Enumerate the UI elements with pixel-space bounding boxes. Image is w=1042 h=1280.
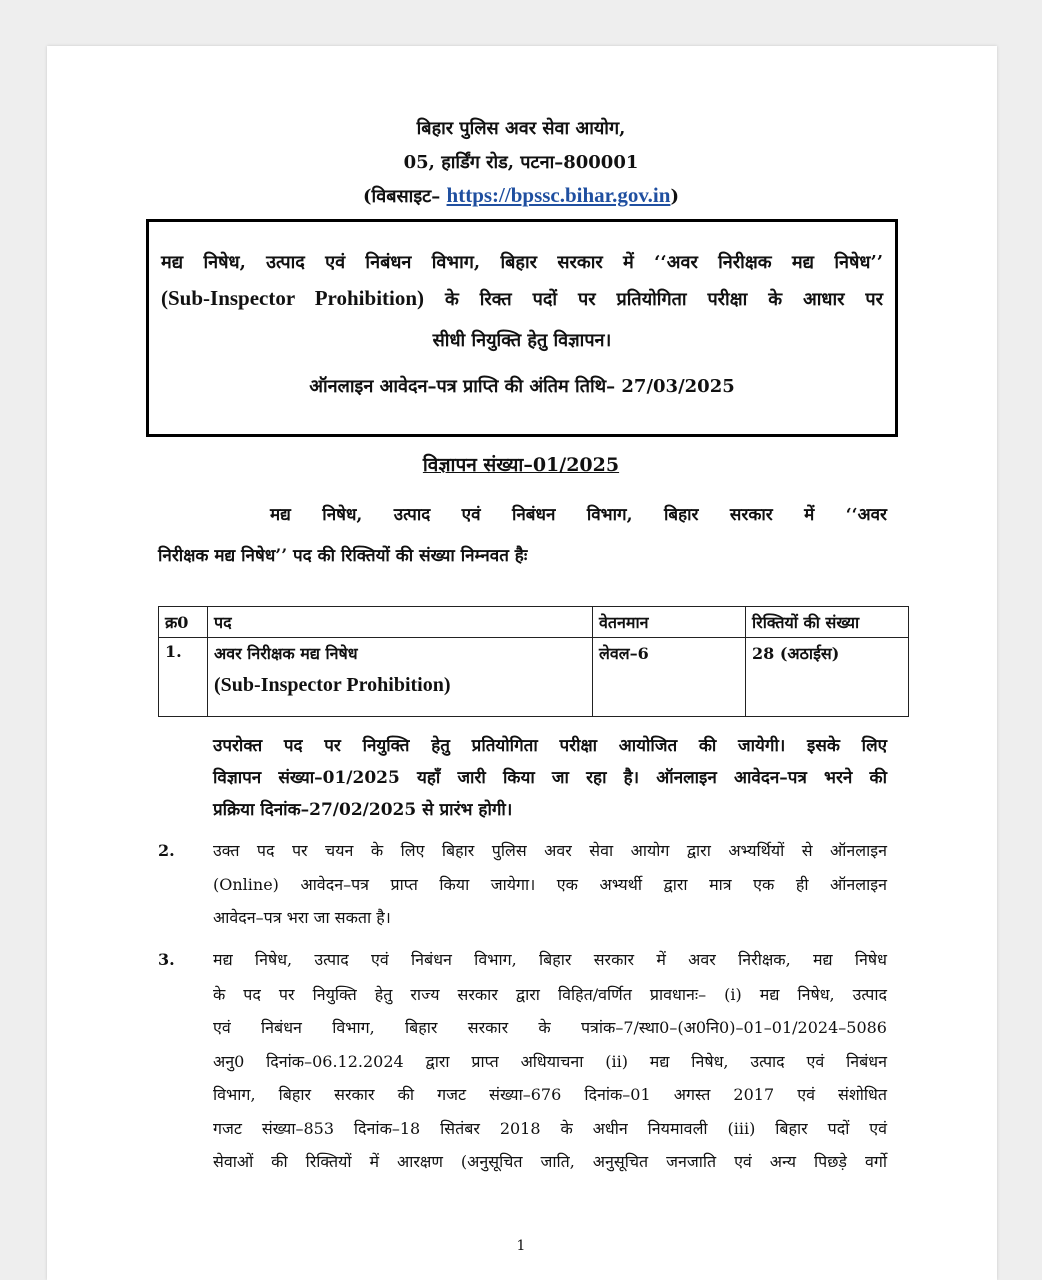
header-sno: क्र0 <box>159 607 208 638</box>
header-pay: वेतनमान <box>593 607 746 638</box>
para3-line-4: अनु0 दिनांक–06.12.2024 द्वारा प्राप्त अधियाचना (ii) मद्य निषेध, उत्पाद एवं निबंधन <box>213 1052 887 1071</box>
website-link[interactable]: https://bpssc.bihar.gov.in <box>446 183 671 207</box>
page-number: 1 <box>516 1238 526 1254</box>
para3-line-7: सेवाओं की रिक्तियों में आरक्षण (अनुसूचित जाति, अनुसूचित जनजाति एवं अन्य पिछड़े वर्गो <box>213 1152 887 1171</box>
org-name: बिहार पुलिस अवर सेवा आयोग, <box>416 118 626 139</box>
intro-line-2: निरीक्षक मद्य निषेध’’ पद की रिक्तियों की संख्या निम्नवत हैः <box>158 546 528 566</box>
website-line <box>0 183 1042 208</box>
para2-line-3: आवेदन–पत्र भरा जा सकता है। <box>213 908 391 927</box>
cell-post-english: (Sub-Inspector Prohibition) <box>214 674 451 696</box>
para1-line-1: उपरोक्त पद पर नियुक्ति हेतु प्रतियोगिता परीक्षा आयोजित की जायेगी। इसके लिए <box>213 736 887 756</box>
website-suffix: ) <box>670 186 679 207</box>
intro-line-1: मद्य निषेध, उत्पाद एवं निबंधन विभाग, बिहार सरकार में ‘‘अवर <box>270 505 887 525</box>
para2-number: 2. <box>158 841 175 860</box>
cell-pay: लेवल–6 <box>593 638 746 717</box>
cell-vacancies: 28 (अठाईस) <box>746 638 909 717</box>
para3-line-5: विभाग, बिहार सरकार की गजट संख्या–676 दिनांक–01 अगस्त 2017 एवं संशोधित <box>213 1085 887 1104</box>
para3-number: 3. <box>158 950 175 969</box>
para3-line-2: के पद पर नियुक्ति हेतु राज्य सरकार द्वारा विहित/वर्णित प्रावधानः– (i) मद्य निषेध, उत्पाद <box>213 985 887 1004</box>
vacancy-table <box>158 606 909 717</box>
para1-line-2: विज्ञापन संख्या–01/2025 यहाँ जारी किया जा रहा है। ऑनलाइन आवेदन–पत्र भरने की <box>213 768 887 788</box>
cell-post-hindi: अवर निरीक्षक मद्य निषेध <box>214 644 358 663</box>
para3-line-6: गजट संख्या–853 दिनांक–18 सितंबर 2018 के अधीन नियमावली (iii) बिहार पदों एवं <box>213 1119 887 1138</box>
notice-line-1: मद्य निषेध, उत्पाद एवं निबंधन विभाग, बिहार सरकार में ‘‘अवर निरीक्षक मद्य निषेध’’ <box>161 252 883 273</box>
notice-line-2-hindi: के रिक्त पदों पर प्रतियोगिता परीक्षा के आधार पर <box>424 289 883 310</box>
notice-line-2 <box>161 286 883 311</box>
para2-line-2: (Online) आवेदन–पत्र प्राप्त किया जायेगा। एक अभ्यर्थी द्वारा मात्र एक ही ऑनलाइन <box>213 875 887 894</box>
notice-line-2-english: (Sub-Inspector Prohibition) <box>161 286 425 310</box>
para2-line-1: उक्त पद पर चयन के लिए बिहार पुलिस अवर सेवा आयोग द्वारा अभ्यर्थियों से ऑनलाइन <box>213 841 887 860</box>
notice-deadline: ऑनलाइन आवेदन–पत्र प्राप्ति की अंतिम तिथि– 27/03/2025 <box>309 376 735 397</box>
notice-line-3: सीधी नियुक्ति हेतु विज्ञापन। <box>432 330 612 351</box>
para3-line-3: एवं निबंधन विभाग, बिहार सरकार के पत्रांक–7/स्था0–(अ0नि0)–01–01/2024–5086 <box>213 1018 887 1037</box>
para1-line-3: प्रक्रिया दिनांक–27/02/2025 से प्रारंभ होगी। <box>213 800 513 820</box>
header-vacancies: रिक्तियों की संख्या <box>746 607 909 638</box>
cell-post <box>208 638 593 717</box>
para3-line-1: मद्य निषेध, उत्पाद एवं निबंधन विभाग, बिहार सरकार में अवर निरीक्षक, मद्य निषेध <box>213 950 887 969</box>
advertisement-title: विज्ञापन संख्या–01/2025 <box>422 454 620 476</box>
website-prefix: (विबसाइट– <box>363 186 441 207</box>
org-address: 05, हार्डिंग रोड, पटना–800001 <box>403 152 639 173</box>
table-row <box>159 638 909 717</box>
cell-sno: 1. <box>159 638 208 717</box>
notice-box <box>146 219 898 437</box>
table-header-row <box>159 607 909 638</box>
header-post: पद <box>208 607 593 638</box>
